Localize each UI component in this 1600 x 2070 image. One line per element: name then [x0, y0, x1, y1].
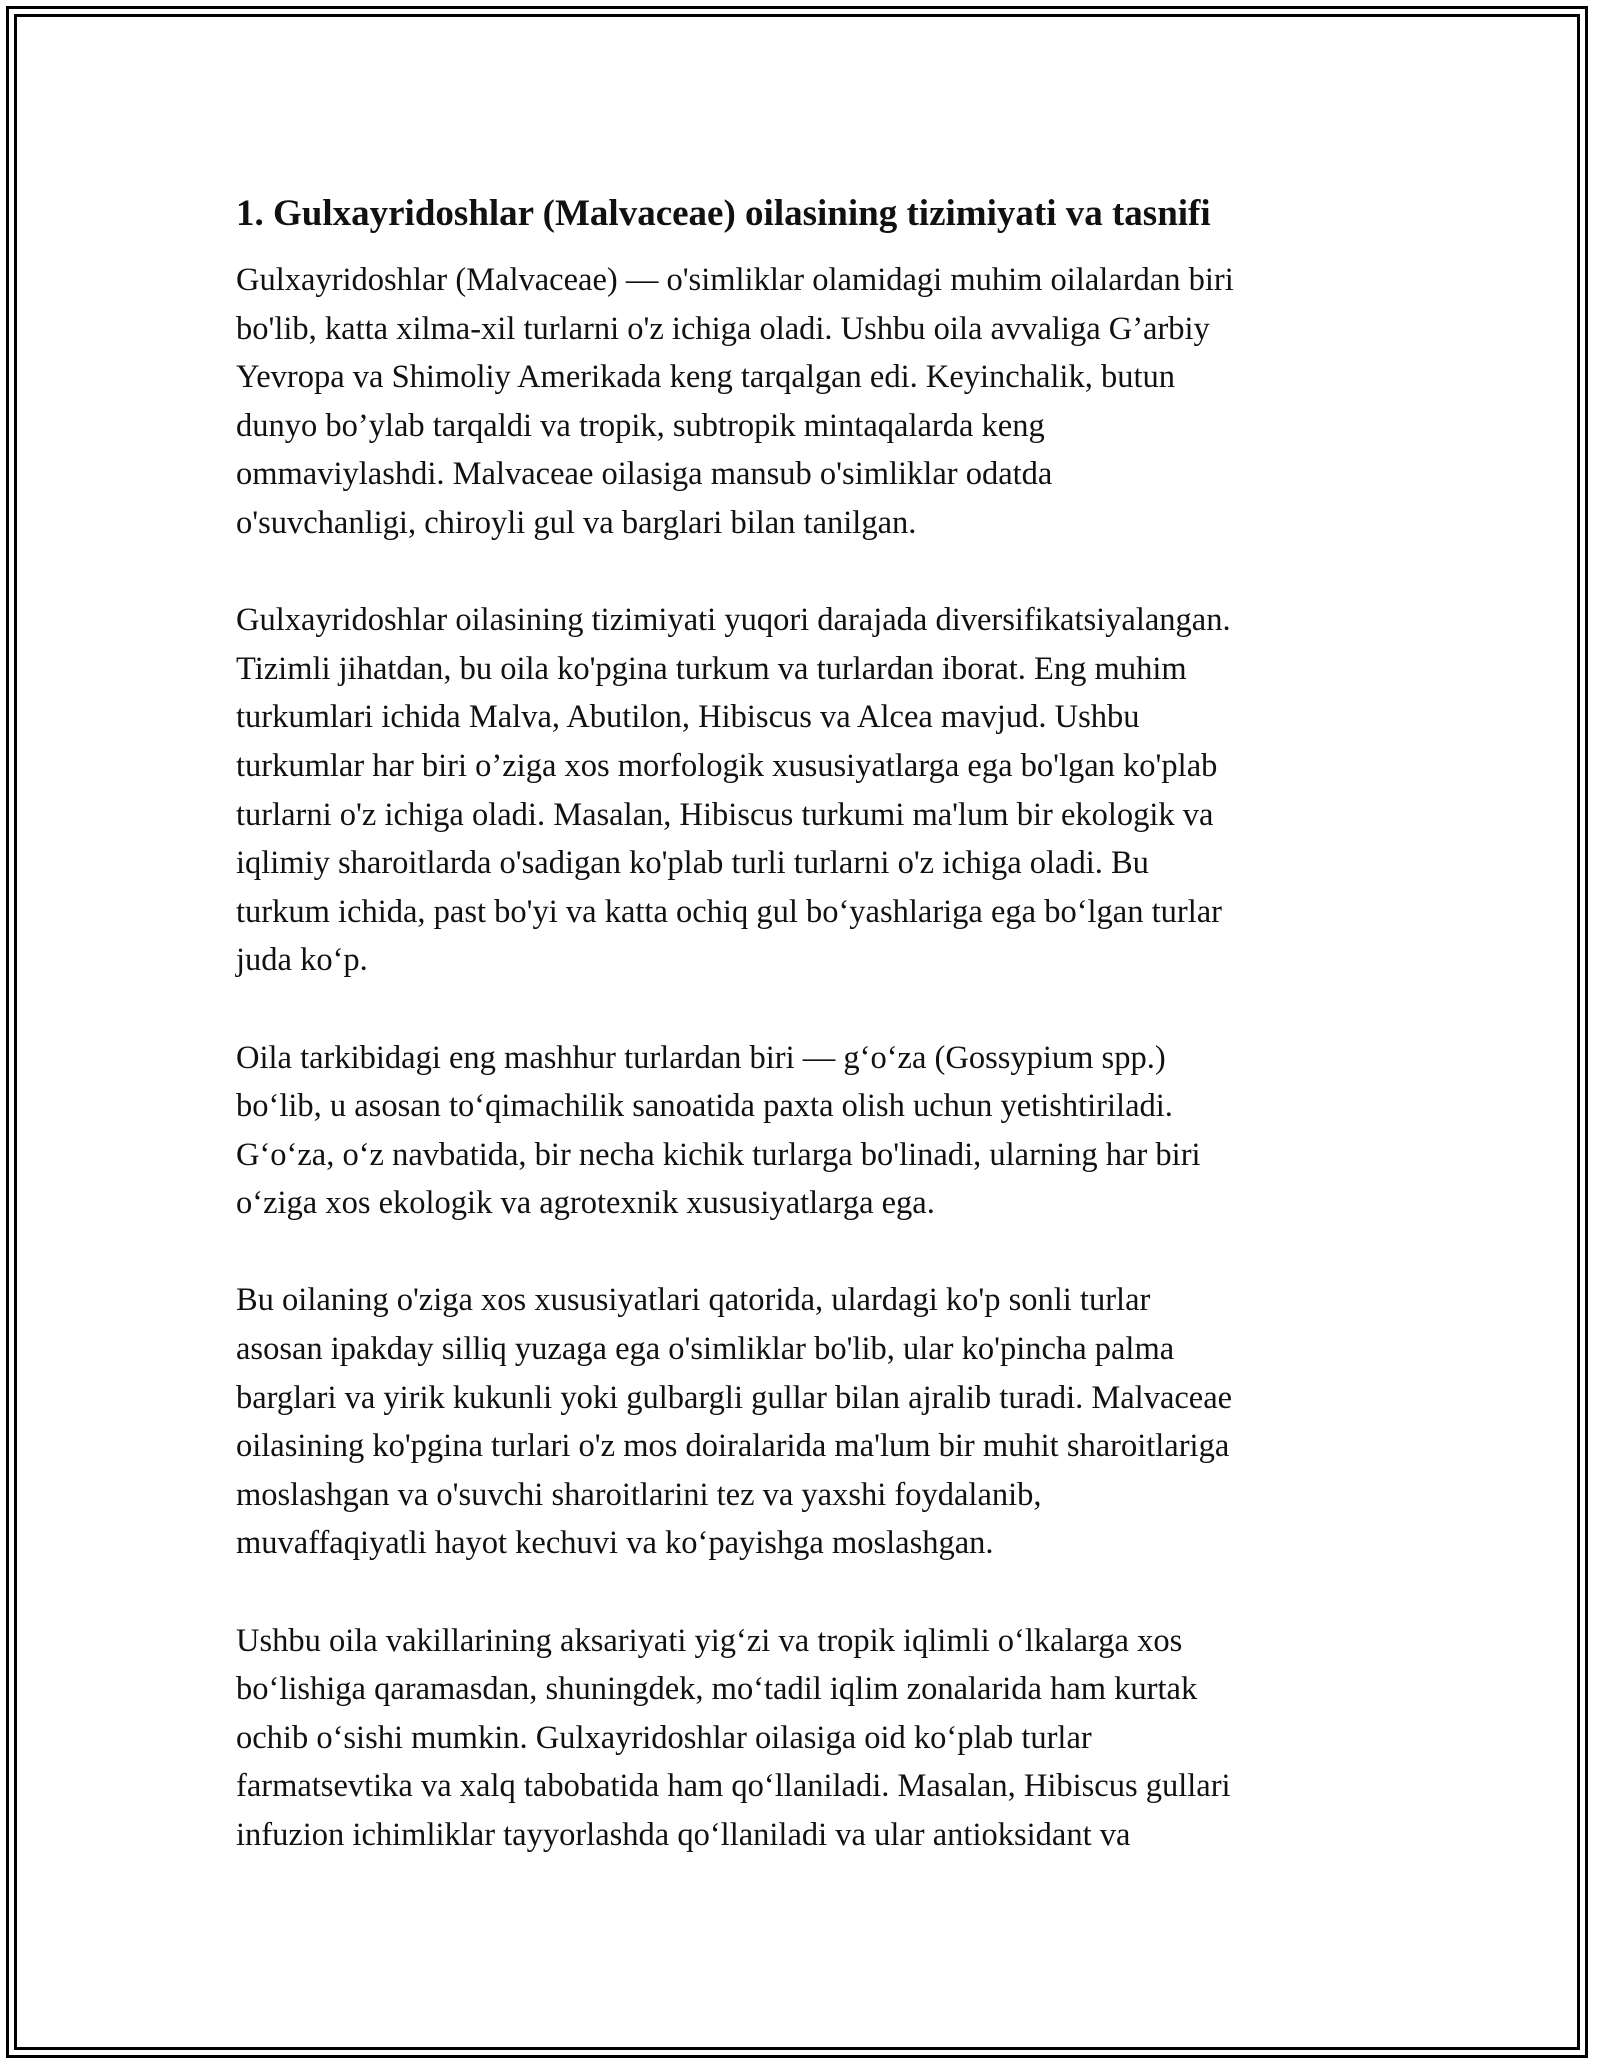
text-line: muvaffaqiyatli hayot kechuvi va ko‘payishga moslashgan. — [236, 1525, 994, 1562]
text-line: oilasining ko'pgina turlari o'z mos doiralarida ma'lum bir muhit sharoitlariga — [236, 1428, 1230, 1465]
paragraph-2 — [236, 596, 1366, 985]
text-line: ochib o‘sishi mumkin. Gulxayridoshlar oilasiga oid ko‘plab turlar — [236, 1719, 1092, 1756]
text-line: iqlimiy sharoitlarda o'sadigan ko'plab turli turlarni o'z ichiga oladi. Bu — [236, 845, 1149, 882]
text-line: turlarni o'z ichiga oladi. Masalan, Hibiscus turkumi ma'lum bir ekologik va — [236, 796, 1214, 833]
text-line: asosan ipakday silliq yuzaga ega o'simliklar bo'lib, ular ko'pincha palma — [236, 1331, 1175, 1368]
text-line: o'suvchanligi, chiroyli gul va barglari bilan tanilgan. — [236, 504, 917, 541]
text-line: turkumlari ichida Malva, Abutilon, Hibiscus va Alcea mavjud. Ushbu — [236, 699, 1140, 736]
text-line: o‘ziga xos ekologik va agrotexnik xususiyatlarga ega. — [236, 1185, 935, 1222]
text-line: dunyo bo’ylab tarqaldi va tropik, subtropik mintaqalarda keng — [236, 407, 1045, 444]
document-body — [236, 188, 1366, 1908]
text-line: turkum ichida, past bo'yi va katta ochiq gul bo‘yashlariga ega bo‘lgan turlar — [236, 893, 1222, 930]
section-heading: 1. Gulxayridoshlar (Malvaceae) oilasining tizimiyati va tasnifi — [236, 193, 1211, 234]
text-line: farmatsevtika va xalq tabobatida ham qo‘llaniladi. Masalan, Hibiscus gullari — [236, 1768, 1231, 1805]
text-line: ommaviylashdi. Malvaceae oilasiga mansub o'simliklar odatda — [236, 456, 1053, 493]
text-line: Tizimli jihatdan, bu oila ko'pgina turkum va turlardan iborat. Eng muhim — [236, 650, 1187, 687]
text-line: juda ko‘p. — [236, 942, 368, 979]
text-line: Gulxayridoshlar oilasining tizimiyati yuqori darajada diversifikatsiyalangan. — [236, 602, 1231, 639]
text-line: moslashgan va o'suvchi sharoitlarini tez va yaxshi foydalanib, — [236, 1476, 1042, 1513]
text-line: barglari va yirik kukunli yoki gulbargli gullar bilan ajralib turadi. Malvaceae — [236, 1379, 1233, 1416]
paragraph-1 — [236, 256, 1366, 548]
text-line: Gulxayridoshlar (Malvaceae) — o'simliklar olamidagi muhim oilalardan biri — [236, 262, 1234, 298]
text-line: Ushbu oila vakillarining aksariyati yig‘zi va tropik iqlimli o‘lkalarga xos — [236, 1622, 1183, 1659]
text-line: Oila tarkibidagi eng mashhur turlardan biri — g‘o‘za (Gossypium spp.) — [236, 1039, 1166, 1076]
paragraph-5 — [236, 1617, 1366, 1860]
text-line: Yevropa va Shimoliy Amerikada keng tarqalgan edi. Keyinchalik, butun — [236, 359, 1175, 396]
paragraph-3 — [236, 1034, 1366, 1228]
text-line: infuzion ichimliklar tayyorlashda qo‘llaniladi va ular antioksidant va — [236, 1817, 1131, 1853]
text-line: bo‘lib, u asosan to‘qimachilik sanoatida paxta olish uchun yetishtiriladi. — [236, 1088, 1173, 1125]
text-line: bo'lib, katta xilma-xil turlarni o'z ichiga oladi. Ushbu oila avvaliga G’arbiy — [236, 310, 1210, 347]
text-line: G‘o‘za, o‘z navbatida, bir necha kichik turlarga bo'linadi, ularning har biri — [236, 1136, 1201, 1173]
text-line: bo‘lishiga qaramasdan, shuningdek, mo‘tadil iqlim zonalarida ham kurtak — [236, 1671, 1198, 1708]
text-line: Bu oilaning o'ziga xos xususiyatlari qatorida, ulardagi ko'p sonli turlar — [236, 1282, 1151, 1319]
text-line: turkumlar har biri o’ziga xos morfologik xususiyatlarga ega bo'lgan ko'plab — [236, 747, 1218, 784]
paragraph-4 — [236, 1276, 1366, 1568]
